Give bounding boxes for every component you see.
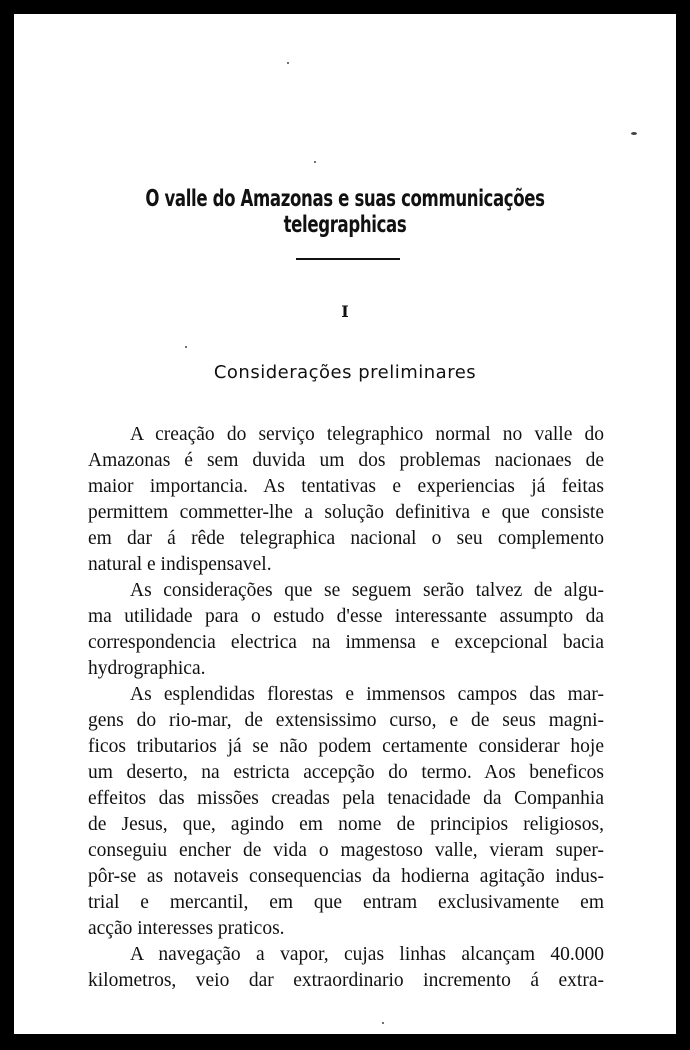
text-line: Amazonas é sem duvida um dos problemas nacionaes de — [88, 450, 604, 471]
text-line: As esplendidas florestas e immensos campos das mar- — [130, 684, 604, 705]
scan-speck — [287, 62, 289, 64]
text-line: trial e mercantil, em que entram exclusivamente em — [88, 892, 604, 913]
text-line: pôr-se as notaveis consequencias da hodierna agitação indus- — [88, 866, 604, 887]
chapter-number: I — [341, 302, 349, 321]
text-line: As considerações que se seguem serão talvez de algu- — [130, 580, 604, 601]
text-line: ficos tributarios já se não podem certamente considerar hoje — [88, 736, 604, 757]
scan-speck — [185, 346, 187, 348]
text-line: um deserto, na estricta accepção do termo. Aos beneficos — [88, 762, 604, 783]
section-title: Considerações preliminares — [213, 362, 477, 383]
text-line: natural e indispensavel. — [88, 554, 272, 575]
scan-speck — [382, 1022, 384, 1024]
text-line: conseguiu encher de vida o magestoso valle, vieram super- — [88, 840, 604, 861]
text-line: gens do rio-mar, de extensissimo curso, e de seus magni- — [88, 710, 604, 731]
text-line: effeitos das missões creadas pela tenacidade da Companhia — [88, 788, 604, 809]
text-line: correspondencia electrica na immensa e excepcional bacia — [88, 632, 604, 653]
text-line: em dar á rêde telegraphica nacional o seu complemento — [88, 528, 604, 549]
title-divider — [296, 258, 400, 260]
text-line: maior importancia. As tentativas e experiencias já feitas — [88, 476, 604, 497]
text-line: kilometros, veio dar extraordinario incremento á extra- — [88, 970, 604, 991]
text-line: acção interesses praticos. — [88, 918, 285, 939]
text-line: hydrographica. — [88, 658, 206, 679]
text-line: ma utilidade para o estudo d'esse interessante assumpto da — [88, 606, 604, 627]
text-line: permittem commetter-lhe a solução definitiva e que consiste — [88, 502, 604, 523]
text-line: de Jesus, que, agindo em nome de principios religiosos, — [88, 814, 604, 835]
scan-speck — [314, 161, 316, 163]
text-line: A creação do serviço telegraphico normal no valle do — [130, 424, 604, 445]
document-title: O valle do Amazonas e suas communicações telegraphicas — [145, 186, 545, 238]
scan-speck — [631, 132, 637, 135]
text-line: A navegação a vapor, cujas linhas alcançam 40.000 — [130, 944, 604, 965]
